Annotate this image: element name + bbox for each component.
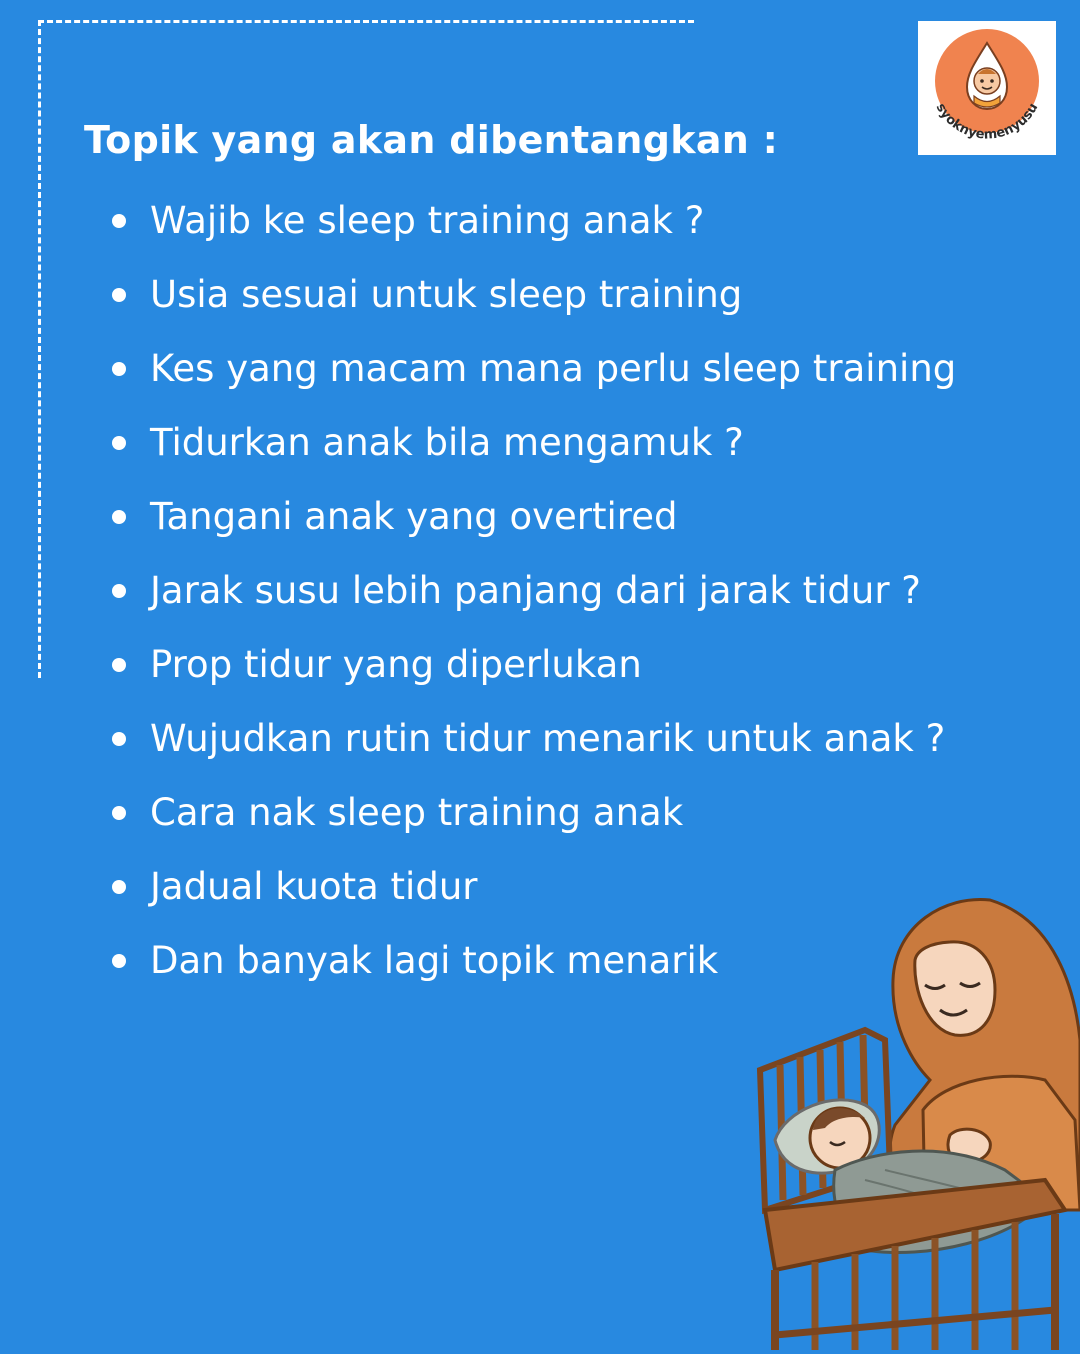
topic-text: Usia sesuai untuk sleep training: [150, 273, 743, 316]
topic-text: Wujudkan rutin tidur menarik untuk anak ?: [150, 717, 946, 760]
list-item: [112, 784, 956, 858]
list-item: [112, 710, 956, 784]
bullet-icon: [112, 436, 126, 450]
list-item: [112, 636, 956, 710]
dashed-frame-top: [38, 20, 694, 23]
bullet-icon: [112, 362, 126, 376]
logo-wordmark: syoknyemenyusu: [932, 100, 1042, 143]
topic-text: Dan banyak lagi topik menarik: [150, 939, 719, 982]
list-item: [112, 562, 956, 636]
topic-text: Prop tidur yang diperlukan: [150, 643, 642, 686]
bullet-icon: [112, 288, 126, 302]
page-title: Topik yang akan dibentangkan :: [84, 118, 779, 162]
bullet-icon: [112, 954, 126, 968]
mother-baby-crib-illustration: [745, 880, 1080, 1350]
topic-text: Tidurkan anak bila mengamuk ?: [150, 421, 744, 464]
bullet-icon: [112, 732, 126, 746]
topic-text: Jarak susu lebih panjang dari jarak tidur ?: [150, 569, 921, 612]
bullet-icon: [112, 658, 126, 672]
bullet-icon: [112, 510, 126, 524]
list-item: [112, 266, 956, 340]
list-item: [112, 488, 956, 562]
bullet-icon: [112, 880, 126, 894]
bullet-icon: [112, 214, 126, 228]
topic-text: Jadual kuota tidur: [150, 865, 478, 908]
topic-text: Cara nak sleep training anak: [150, 791, 684, 834]
list-item: [112, 340, 956, 414]
topic-text: Kes yang macam mana perlu sleep training: [150, 347, 957, 390]
topic-text: Wajib ke sleep training anak ?: [150, 199, 705, 242]
baby-drop-icon: [918, 21, 1056, 155]
topic-text: Tangani anak yang overtired: [150, 495, 678, 538]
list-item: [112, 414, 956, 488]
dashed-frame-left: [38, 20, 41, 678]
bullet-icon: [112, 806, 126, 820]
bullet-icon: [112, 584, 126, 598]
brand-logo: [918, 21, 1056, 155]
list-item: [112, 192, 956, 266]
